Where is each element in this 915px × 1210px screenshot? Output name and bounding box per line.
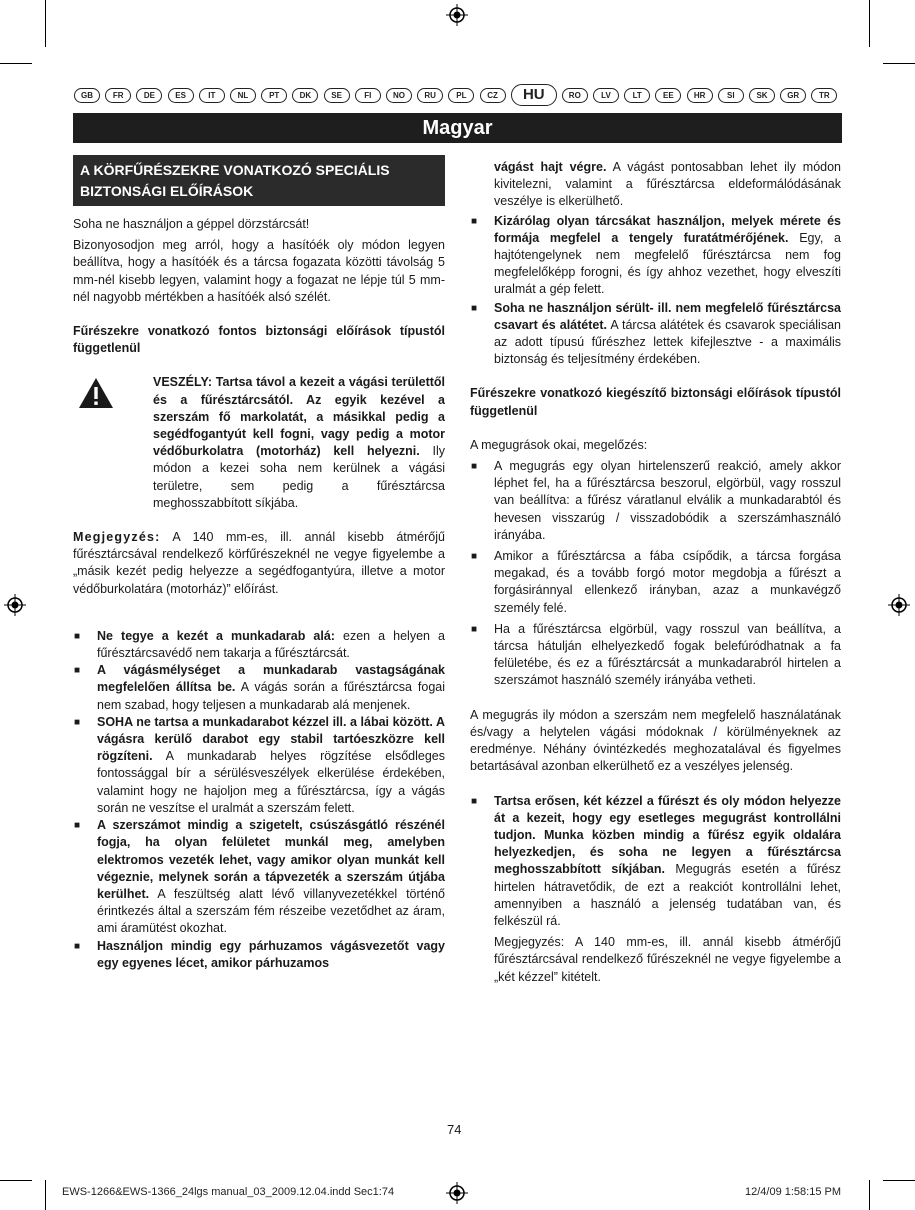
note-paragraph	[73, 529, 445, 598]
list-item-bold: Tartsa erősen, két kézzel a fűrészt és oly módon helyezze át a kezeit, hogy egy esetleges megugrást kontrollálni tudjon. Munka közben mindig a fűrész egyik oldalára helyezkedjen, és soha ne legyen a fűrésztárcsa meghosszabbított síkjában.	[494, 793, 841, 877]
registration-mark-icon	[888, 594, 910, 616]
page-number: 74	[447, 1122, 462, 1137]
language-tab-ro[interactable]: RO	[562, 88, 588, 103]
paragraph: Soha ne használjon a géppel dörzstárcsát!	[73, 217, 310, 231]
crop-mark	[0, 1180, 32, 1181]
bullet-list	[470, 458, 841, 690]
language-tab-se[interactable]: SE	[324, 88, 350, 103]
right-column	[470, 159, 841, 986]
language-bar	[74, 84, 842, 106]
list-item-text: Amikor a fűrésztárcsa a fába csípődik, a tárcsa forgása megakad, és a tovább forgó motor megdobja a fűrészt a forgásiránnyal ellenkező irányban, azaz a munkavégző személy felé.	[494, 549, 841, 615]
registration-mark-icon	[446, 1182, 468, 1204]
continued-text: A vágást pontosabban lehet ily módon kivitelezni, valamint a fűrésztárcsa eldeformálódásának veszélye is elkerülhető.	[494, 160, 842, 209]
language-tab-pl[interactable]: PL	[448, 88, 474, 103]
bullet-list	[73, 628, 445, 972]
language-tab-lv[interactable]: LV	[593, 88, 619, 103]
language-tab-si[interactable]: SI	[718, 88, 744, 103]
language-tab-sk[interactable]: SK	[749, 88, 775, 103]
list-item: ■ Ne tegye a kezét a munkadarab alá: ezen a helyen a fűrésztárcsavédő nem takarja a fűrésztárcsát.	[74, 628, 445, 661]
footer-file-info: EWS-1266&EWS-1366_24lgs manual_03_2009.12.04.indd Sec1:74	[62, 1186, 395, 1198]
list-item-text: A vágás során a fűrésztárcsa fogai nem szabad, hogy teljesen a munkadarab alá menjenek.	[97, 680, 445, 712]
bullet-list	[470, 213, 841, 369]
language-tab-gb[interactable]: GB	[74, 88, 100, 103]
left-column	[73, 155, 445, 972]
list-item-bold: SOHA ne tartsa a munkadarabot kézzel ill. a lábai között. A vágásra kerülő darabot egy stabil tartóeszközre kell rögzíteni.	[97, 714, 445, 764]
language-tab-dk[interactable]: DK	[292, 88, 318, 103]
note-label: Megjegyzés:	[73, 530, 161, 545]
registration-mark-icon	[4, 594, 26, 616]
language-tab-hu[interactable]: HU	[511, 84, 557, 106]
page-title: Magyar	[73, 113, 842, 143]
paragraph: Bizonyosodjon meg arról, hogy a hasítóék oly módon legyen beállítva, hogy a hasítóék és a tárcsa fogazata közötti távolság 5 mm-nél kisebb legyen, valamint hogy a fogazat ne lépje túl 5 mm-nél nagyobb mértékben a hasítóék alsó szélét.	[73, 238, 445, 304]
language-tab-tr[interactable]: TR	[811, 88, 837, 103]
list-item-text: A megugrás egy olyan hirtelenszerű reakció, amely akkor léphet fel, ha a fűrésztárcsa beszorul, elgörbül, vagy rosszul van beállítva: a fűrész váratlanul elválik a munkadarabtól és hevesen visszarúg / visszadobódik a szerszámhasználó irányába.	[494, 459, 841, 542]
language-tab-cz[interactable]: CZ	[480, 88, 506, 103]
language-tab-fi[interactable]: FI	[355, 88, 381, 103]
list-item-text: A munkadarab helyes rögzítése elsődleges fontossággal bír a sérülésveszélyek elkerülése érdekében, valamint hogy ne hajoljon meg a fűrésztárcsa, így a vágás során ne veszítse el uralmát a szerszám felett.	[97, 749, 445, 815]
crop-mark	[0, 63, 32, 64]
language-tab-it[interactable]: IT	[199, 88, 225, 103]
list-item: ■ Amikor a fűrésztárcsa a fába csípődik, a tárcsa forgása megakad, és a tovább forgó motor megdobja a fűrészt a forgásiránnyal ellenkező irányban, azaz a munkavégző személy felé.	[471, 549, 841, 615]
warning-block	[73, 374, 445, 512]
language-tab-no[interactable]: NO	[386, 88, 412, 103]
language-tab-es[interactable]: ES	[168, 88, 194, 103]
crop-mark	[883, 1180, 915, 1181]
footer-timestamp: 12/4/09 1:58:15 PM	[745, 1186, 842, 1198]
list-item: ■ Használjon mindig egy párhuzamos vágásvezetőt vagy egy egyenes lécet, amikor párhuzamos	[74, 938, 445, 970]
list-item-bold: Használjon mindig egy párhuzamos vágásvezetőt vagy egy egyenes lécet, amikor párhuzamos	[97, 938, 445, 970]
crop-mark	[869, 1180, 870, 1210]
paragraph: A megugrások okai, megelőzés:	[470, 437, 648, 452]
list-item: ■ Kizárólag olyan tárcsákat használjon, melyek mérete és formája megfelel a tengely furatátmérőjének. Egy, a hajtótengelynek nem megfelelő fűrésztárcsa nem fog megfelelőképp forogni, és így ahhoz vezethet, hogy elveszíti uralmát a gép felett.	[471, 213, 841, 297]
warning-text: Ily módon a kezei soha nem kerülnek a vágási területre, sem pedig a fűrésztárcsa meghosszabbított síkjába.	[153, 444, 445, 510]
list-item-text: Ha a fűrésztárcsa elgörbül, vagy rosszul van beállítva, a tárcsa hátulján elhelyezkedő fogak belefúródhatnak a fa felületébe, és ez a fűrésztárcsát a munkadarabról hirtelen a szerszámot használó személy irányába vetheti.	[494, 621, 841, 688]
warning-text-bold: VESZÉLY: Tartsa távol a kezeit a vágási területtől és a fűrésztárcsától. Az egyik kezével a szerszám fő markolatát, a másikkal pedig a segédfogantyút kell fogni, vagy pedig a motor védőburkolatra (motorház) kell helyezni.	[153, 375, 445, 459]
language-tab-ee[interactable]: EE	[655, 88, 681, 103]
continued-paragraph	[470, 159, 841, 211]
list-item-bold: Ne tegye a kezét a munkadarab alá:	[97, 628, 335, 643]
paragraph: A megugrás ily módon a szerszám nem megfelelő használatának és/vagy a helytelen vágási módoknak / körülményeknek az eredménye. Néhány óvintézkedés meghozatalával és figyelmes betartásával azonban elkerülhető ez a veszélyes jelenség.	[470, 707, 841, 774]
language-tab-fr[interactable]: FR	[105, 88, 131, 103]
list-item: ■ Soha ne használjon sérült- ill. nem megfelelő fűrésztárcsa csavart és alátétet. A tárcsa alátétek és csavarok speciálisan az adott típusú fűrészhez lettek kifejlesztve - a maximális biztonság és teljesítmény érdekében.	[471, 300, 841, 367]
registration-mark-icon	[446, 4, 468, 26]
list-item-text: Egy, a hajtótengelynek nem megfelelő fűrésztárcsa nem fog megfelelőképp forogni, és így ahhoz vezethet, hogy elveszíti uralmát a gép felett.	[494, 230, 841, 297]
subheading: Fűrészekre vonatkozó fontos biztonsági előírások típustól függetlenül	[73, 324, 445, 356]
section-heading: A KÖRFŰRÉSZEKRE VONATKOZÓ SPECIÁLIS BIZTONSÁGI ELŐÍRÁSOK	[73, 155, 445, 206]
list-item-text: ezen a helyen a fűrésztárcsavédő nem takarja a fűrésztárcsát.	[97, 628, 445, 661]
list-item-text: A feszültség alatt lévő villanyvezetékkel történő érintkezés által a szerszám fém részeibe vezetődhet az áram, ami áramütést okozhat.	[97, 886, 445, 936]
language-tab-gr[interactable]: GR	[780, 88, 806, 103]
list-item-bold: A vágásmélységet a munkadarab vastagságának megfelelően állítsa be.	[97, 663, 445, 695]
list-item: ■ Ha a fűrésztárcsa elgörbül, vagy rosszul van beállítva, a tárcsa hátulján elhelyezkedő fogak belefúródhatnak a fa felületébe, és ez a fűrésztárcsát a munkadarabról hirtelen a szerszámot használó személy irányába vetheti.	[471, 621, 841, 688]
crop-mark	[869, 0, 870, 47]
list-item: ■ A megugrás egy olyan hirtelenszerű reakció, amely akkor léphet fel, ha a fűrésztárcsa beszorul, elgörbül, vagy rosszul van beállítva: a fűrész váratlanul elválik a munkadarabtól és hevesen visszarúg / visszadobódik a szerszámhasználó irányába.	[471, 459, 841, 542]
subheading: Fűrészekre vonatkozó kiegészítő biztonsági előírások típustól függetlenül	[470, 386, 841, 418]
list-item-text: A tárcsa alátétek és csavarok speciálisan az adott típusú fűrészhez lettek kifejlesztve - a maximális biztonság és teljesítmény érdekében.	[494, 317, 841, 367]
language-tab-ru[interactable]: RU	[417, 88, 443, 103]
note-text: A 140 mm-es, ill. annál kisebb átmérőjű fűrésztárcsával rendelkező körfűrészeknél ne vegye figyelembe a „másik kezét pedig helyezze a segédfogantyúra, illetve a motor védőburkolatára (motorház)” előírást.	[73, 530, 445, 596]
continued-bold: vágást hajt végre.	[494, 160, 607, 174]
crop-mark	[45, 1180, 46, 1210]
language-tab-nl[interactable]: NL	[230, 88, 256, 103]
note-paragraph: Megjegyzés: A 140 mm-es, ill. annál kisebb átmérőjű fűrésztárcsával rendelkező fűrészeknél ne vegye figyelembe a „két kézzel” kitételt.	[494, 935, 841, 984]
bullet-list	[470, 793, 841, 986]
list-item: ■ Tartsa erősen, két kézzel a fűrészt és oly módon helyezze át a kezeit, hogy egy esetleges megugrást kontrollálni tudjon. Munka közben mindig a fűrész egyik oldalára helyezkedjen, és soha ne legyen a fűrésztárcsa meghosszabbított síkjában. Megugrás esetén a fűrész hirtelen hátravetődik, de ezt a reakciót kontrollálni lehet, amennyiben a használó a jelenség tudatában van, és felkészül rá. Megjegyzés: A 140 mm-es, ill. annál kisebb átmérőjű fűrésztárcsával rendelkező fűrészeknél ne vegye figyelembe a „két kézzel” kitételt.	[470, 793, 841, 986]
list-item-bold: Kizárólag olyan tárcsákat használjon, melyek mérete és formája megfelel a tengely furatátmérőjének.	[494, 213, 841, 245]
language-tab-lt[interactable]: LT	[624, 88, 650, 103]
list-item: ■ A vágásmélységet a munkadarab vastagságának megfelelően állítsa be. A vágás során a fűrésztárcsa fogai nem szabad, hogy teljesen a munkadarab alá menjenek.	[74, 663, 445, 712]
list-item-text: Megugrás esetén a fűrész hirtelen hátravetődik, de ezt a reakciót kontrollálni lehet, amennyiben a használó a jelenség tudatában van, és felkészül rá.	[494, 862, 841, 928]
list-item: ■ A szerszámot mindig a szigetelt, csúszásgátló részénél fogja, ha olyan felületet munkál meg, amelyben elektromos vezeték lehet, vagy amikor olyan munkát kell végeznie, melynek során a tápvezeték a szerszám útjába kerülhet. A feszültség alatt lévő villanyvezetékkel történő érintkezés által a szerszám fém részeibe vezetődhet az áram, ami áramütést okozhat.	[74, 818, 445, 936]
list-item: ■ SOHA ne tartsa a munkadarabot kézzel ill. a lábai között. A vágásra kerülő darabot egy stabil tartóeszközre kell rögzíteni. A munkadarab helyes rögzítése elsődleges fontossággal bír a sérülésveszélyek elkerülése érdekében, valamint hogy ne hajoljon meg a fűrésztárcsa, így a vágás során ne veszítse el uralmát a szerszám felett.	[74, 714, 445, 815]
language-tab-pt[interactable]: PT	[261, 88, 287, 103]
list-item-bold: Soha ne használjon sérült- ill. nem megfelelő fűrésztárcsa csavart és alátétet.	[494, 300, 841, 332]
crop-mark	[45, 0, 46, 47]
language-tab-de[interactable]: DE	[136, 88, 162, 103]
list-item-bold: A szerszámot mindig a szigetelt, csúszásgátló részénél fogja, ha olyan felületet munkál meg, amelyben elektromos vezeték lehet, vagy amikor olyan munkát kell végeznie, melynek során a tápvezeték a szerszám útjába kerülhet.	[97, 818, 445, 901]
warning-icon	[78, 377, 114, 409]
language-tab-hr[interactable]: HR	[687, 88, 713, 103]
crop-mark	[883, 63, 915, 64]
